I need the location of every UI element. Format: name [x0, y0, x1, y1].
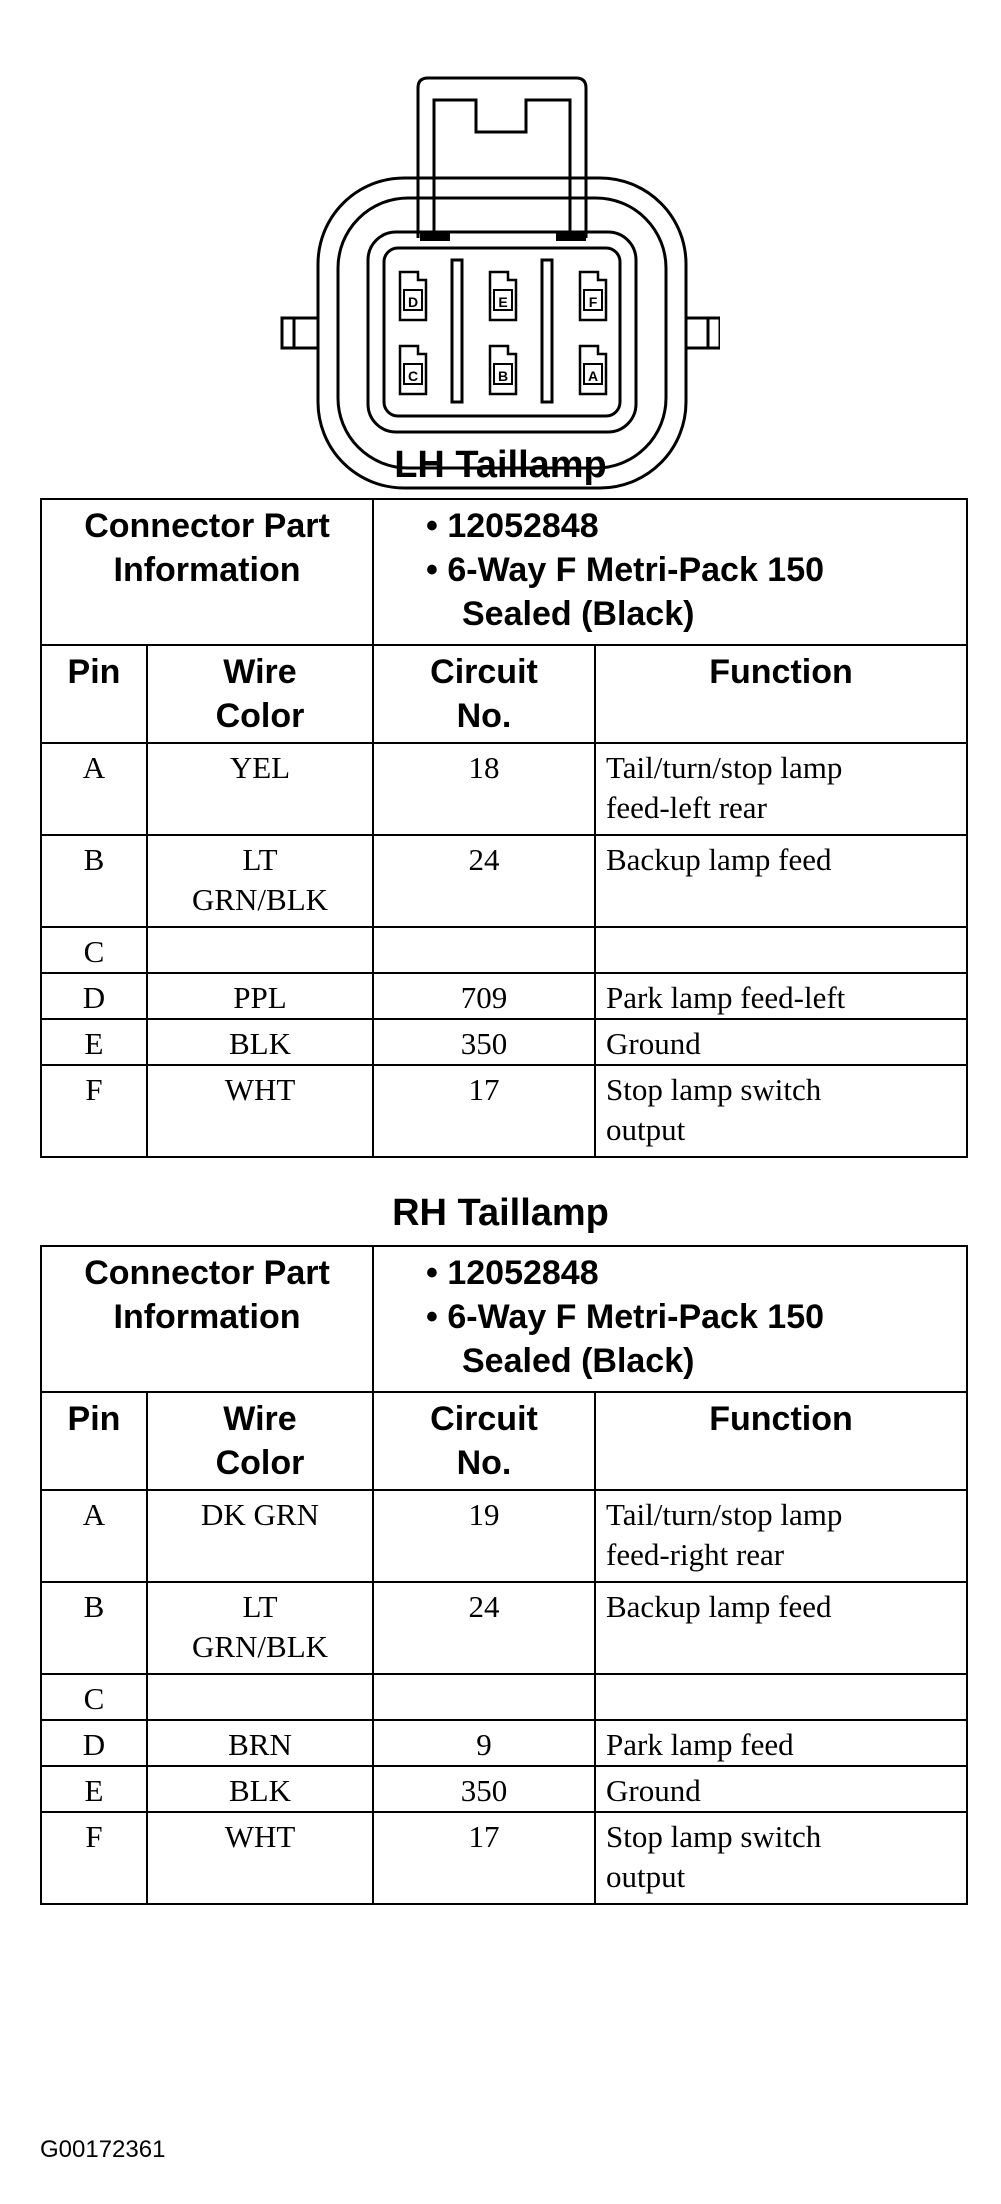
- wire-color-cell: DK GRN: [147, 1490, 373, 1582]
- cavity-d: [400, 272, 426, 320]
- table-row: [41, 835, 967, 927]
- pin-cell: C: [41, 1674, 147, 1720]
- pin-cell: F: [41, 1812, 147, 1904]
- latch-left: [420, 232, 450, 241]
- table-row: [41, 1065, 967, 1157]
- housing-outer: [318, 178, 686, 488]
- function-cell: Ground: [595, 1019, 967, 1065]
- wire-color-cell: WHT: [147, 1812, 373, 1904]
- pin-cell: E: [41, 1766, 147, 1812]
- table-row: [41, 1812, 967, 1904]
- col-circuit-header: Circuit No.: [373, 1392, 595, 1490]
- cavity-e: [490, 272, 516, 320]
- col-function-header: Function: [595, 1392, 967, 1490]
- lh-table-title: LH Taillamp: [394, 444, 607, 486]
- rh-header-row: [41, 1246, 967, 1392]
- wire-color-cell: LT GRN/BLK: [147, 835, 373, 927]
- cavity-a: [580, 346, 606, 394]
- col-pin-header: Pin: [41, 645, 147, 743]
- cavity-label: B: [497, 368, 509, 384]
- wire-color-cell: YEL: [147, 743, 373, 835]
- cavity-c: [400, 346, 426, 394]
- cavity-group: [400, 272, 606, 394]
- wire-color-cell: BRN: [147, 1720, 373, 1766]
- lh-connector-table: [40, 498, 968, 1158]
- connector-face-drawing: [280, 68, 720, 498]
- pin-cell: A: [41, 1490, 147, 1582]
- pin-cell: E: [41, 1019, 147, 1065]
- circuit-cell: 709: [373, 973, 595, 1019]
- lh-part-info: • 12052848 • 6-Way F Metri-Pack 150 Sealed (Black): [373, 499, 967, 645]
- circuit-cell: [373, 1674, 595, 1720]
- circuit-cell: 24: [373, 1582, 595, 1674]
- function-cell: Ground: [595, 1766, 967, 1812]
- pin-cell: B: [41, 1582, 147, 1674]
- pin-cell: D: [41, 973, 147, 1019]
- circuit-cell: 350: [373, 1766, 595, 1812]
- circuit-cell: 24: [373, 835, 595, 927]
- pin-cell: D: [41, 1720, 147, 1766]
- col-circuit-header: Circuit No.: [373, 645, 595, 743]
- rh-column-headers: [41, 1392, 967, 1490]
- circuit-cell: 9: [373, 1720, 595, 1766]
- side-rib-left: [282, 318, 318, 348]
- table-row: [41, 1766, 967, 1812]
- pin-cell: A: [41, 743, 147, 835]
- function-cell: [595, 1674, 967, 1720]
- table-row: [41, 1720, 967, 1766]
- function-cell: Park lamp feed-left: [595, 973, 967, 1019]
- lock-tab-inner: [434, 100, 570, 238]
- table-row: [41, 1490, 967, 1582]
- function-cell: [595, 927, 967, 973]
- figure-code: G00172361: [40, 2136, 166, 2163]
- lh-table-body: [41, 743, 967, 1157]
- lh-header-row: [41, 499, 967, 645]
- function-cell: Tail/turn/stop lamp feed-right rear: [595, 1490, 967, 1582]
- side-rib-right: [686, 318, 720, 348]
- latch-right: [556, 232, 586, 241]
- connector-svg: [280, 68, 720, 498]
- table-row: [41, 973, 967, 1019]
- rh-table-title: RH Taillamp: [392, 1192, 609, 1234]
- wire-color-cell: BLK: [147, 1019, 373, 1065]
- function-cell: Stop lamp switch output: [595, 1812, 967, 1904]
- col-wire-header: Wire Color: [147, 645, 373, 743]
- wire-color-cell: PPL: [147, 973, 373, 1019]
- function-cell: Backup lamp feed: [595, 1582, 967, 1674]
- wire-color-cell: [147, 1674, 373, 1720]
- wire-color-cell: WHT: [147, 1065, 373, 1157]
- cavity-label: D: [407, 294, 419, 310]
- separator-right: [542, 260, 552, 402]
- table-row: [41, 743, 967, 835]
- cavity-label: A: [587, 368, 599, 384]
- wire-color-cell: BLK: [147, 1766, 373, 1812]
- pin-cell: F: [41, 1065, 147, 1157]
- circuit-cell: 19: [373, 1490, 595, 1582]
- table-row: [41, 1674, 967, 1720]
- pin-cell: B: [41, 835, 147, 927]
- lock-tab-outer: [418, 78, 586, 238]
- circuit-cell: 17: [373, 1065, 595, 1157]
- table-row: [41, 1019, 967, 1065]
- rh-connector-table: [40, 1245, 968, 1905]
- circuit-cell: 18: [373, 743, 595, 835]
- terminal-area-outer: [368, 232, 636, 432]
- rh-connector-label: Connector Part Information: [41, 1246, 373, 1392]
- function-cell: Stop lamp switch output: [595, 1065, 967, 1157]
- circuit-cell: 350: [373, 1019, 595, 1065]
- cavity-label: F: [588, 294, 598, 310]
- cavity-label: C: [407, 368, 419, 384]
- function-cell: Tail/turn/stop lamp feed-left rear: [595, 743, 967, 835]
- lh-column-headers: [41, 645, 967, 743]
- circuit-cell: [373, 927, 595, 973]
- col-pin-header: Pin: [41, 1392, 147, 1490]
- table-row: [41, 1582, 967, 1674]
- wire-color-cell: [147, 927, 373, 973]
- separator-left: [452, 260, 462, 402]
- col-function-header: Function: [595, 645, 967, 743]
- circuit-cell: 17: [373, 1812, 595, 1904]
- housing-inner: [338, 198, 666, 468]
- rh-part-info: • 12052848 • 6-Way F Metri-Pack 150 Sealed (Black): [373, 1246, 967, 1392]
- wire-color-cell: LT GRN/BLK: [147, 1582, 373, 1674]
- cavity-label: E: [498, 294, 508, 310]
- rh-table-body: [41, 1490, 967, 1904]
- function-cell: Backup lamp feed: [595, 835, 967, 927]
- pin-cell: C: [41, 927, 147, 973]
- col-wire-header: Wire Color: [147, 1392, 373, 1490]
- cavity-f: [580, 272, 606, 320]
- function-cell: Park lamp feed: [595, 1720, 967, 1766]
- lh-connector-label: Connector Part Information: [41, 499, 373, 645]
- cavity-b: [490, 346, 516, 394]
- table-row: [41, 927, 967, 973]
